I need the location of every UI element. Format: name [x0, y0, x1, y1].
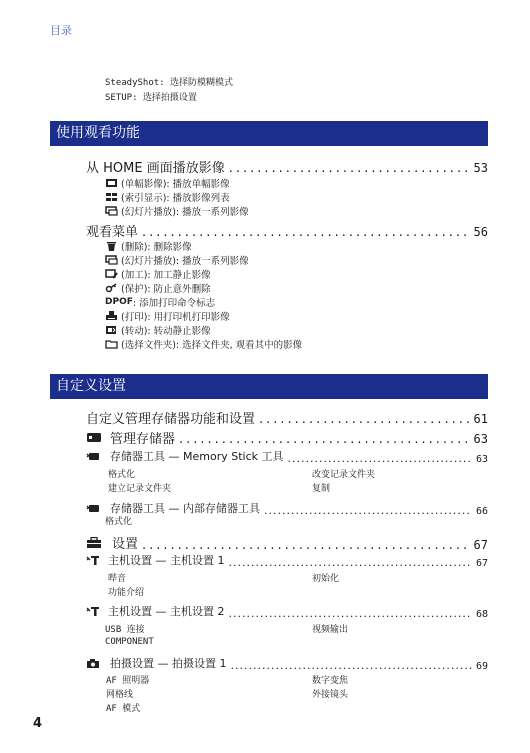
dot-leader	[229, 607, 472, 620]
page-ref: 53	[473, 161, 488, 175]
toc-entry[interactable]	[86, 157, 488, 176]
toc-entry[interactable]	[86, 655, 488, 672]
page-ref: 69	[475, 660, 488, 672]
page-ref: 67	[475, 557, 488, 569]
sub-item: (加工): 加工静止影像	[105, 267, 211, 281]
entry-label: 存储器工具 — Memory Stick 工具	[110, 450, 284, 463]
setting-item: 视频输出	[312, 625, 349, 635]
dot-leader	[259, 412, 470, 427]
dot-leader	[179, 432, 470, 447]
single-image-icon	[105, 178, 118, 188]
dot-leader	[229, 161, 470, 176]
entry-label: 拍摄设置 — 拍摄设置 1	[110, 657, 227, 670]
dot-leader	[142, 225, 470, 240]
entry-label: 观看菜单	[86, 225, 139, 240]
setting-item: 外接镜头	[312, 690, 349, 700]
dpof-icon: DPOF	[105, 297, 133, 307]
setting-item: USB 连接	[105, 625, 145, 635]
sub-item: (幻灯片播放): 播放一系列影像	[105, 204, 249, 218]
page-ref: 67	[473, 537, 488, 552]
memory-tool-icon	[86, 503, 100, 514]
page-ref: 56	[473, 225, 488, 239]
toc-link[interactable]: 目录	[50, 24, 72, 37]
page-ref: 68	[475, 608, 488, 620]
sub-item: (幻灯片播放): 播放一系列影像	[105, 253, 249, 267]
sub-item: (转动): 转动静止影像	[105, 323, 211, 337]
setting-item: 格式化	[105, 517, 133, 527]
sub-item: (单幅影像): 播放单幅影像	[105, 176, 230, 190]
sub-item: (删除): 删除影像	[105, 239, 192, 253]
toc-entry[interactable]	[86, 428, 488, 447]
intro-line: SteadyShot: 选择防模糊模式	[105, 78, 234, 88]
slideshow-icon	[105, 206, 118, 216]
trash-icon	[105, 241, 118, 251]
memory-tool-icon	[86, 451, 100, 462]
camera-icon	[86, 658, 100, 669]
entry-label: 管理存储器	[110, 432, 176, 447]
setting-item: 复制	[312, 484, 331, 494]
rotate-icon	[105, 325, 118, 335]
retouch-icon	[105, 269, 118, 279]
intro-line: SETUP: 选择拍摄设置	[105, 93, 197, 103]
toc-entry[interactable]	[86, 408, 488, 427]
setting-item: COMPONENT	[105, 637, 154, 647]
setting-item: 哔音	[108, 574, 127, 584]
entry-label: 存储器工具 — 内部存储器工具	[110, 502, 260, 515]
sub-item: DPOF : 添加打印命令标志	[105, 297, 216, 309]
page-ref: 63	[473, 432, 488, 446]
folder-icon	[105, 339, 118, 349]
main-settings-icon	[86, 606, 100, 617]
entry-label: 从 HOME 画面播放影像	[86, 161, 225, 176]
index-display-icon	[105, 192, 118, 202]
entry-label: 设置	[112, 537, 139, 552]
key-icon	[105, 283, 118, 293]
settings-toolbox-icon	[86, 537, 102, 549]
entry-label: 自定义管理存储器功能和设置	[86, 412, 256, 427]
section-heading: 使用观看功能	[50, 121, 488, 146]
setting-item: 格式化	[108, 470, 136, 480]
dot-leader	[231, 659, 472, 672]
page-ref: 61	[473, 412, 488, 426]
setting-item: 功能介绍	[108, 588, 145, 598]
sub-item: (打印): 用打印机打印影像	[105, 309, 230, 323]
page-ref: 63	[475, 453, 488, 465]
dot-leader	[142, 538, 470, 553]
dot-leader	[288, 452, 472, 465]
sub-item: (保护): 防止意外删除	[105, 281, 211, 295]
page-ref: 66	[475, 505, 488, 517]
setting-item: 初始化	[312, 574, 340, 584]
dot-leader	[264, 504, 472, 517]
entry-label: 主机设置 — 主机设置 2	[108, 605, 225, 618]
section-heading: 自定义设置	[50, 374, 488, 399]
entry-label: 主机设置 — 主机设置 1	[108, 554, 225, 567]
toc-entry[interactable]	[86, 448, 488, 465]
setting-item: 改变记录文件夹	[312, 470, 376, 480]
toc-entry[interactable]	[86, 221, 488, 240]
sub-item: (索引显示): 播放影像列表	[105, 190, 230, 204]
toc-entry[interactable]	[86, 533, 488, 553]
memory-icon	[86, 432, 102, 443]
dot-leader	[229, 556, 472, 569]
setting-item: 建立记录文件夹	[108, 484, 172, 494]
page-number: 4	[33, 716, 43, 731]
setting-item: 网格线	[106, 690, 134, 700]
toc-entry[interactable]	[86, 552, 488, 569]
slideshow-icon	[105, 255, 118, 265]
toc-entry[interactable]	[86, 603, 488, 620]
setting-item: 数字变焦	[312, 676, 349, 686]
printer-icon	[105, 311, 118, 321]
sub-item: (选择文件夹): 选择文件夹, 观看其中的影像	[105, 337, 302, 351]
setting-item: AF 照明器	[106, 676, 150, 686]
main-settings-icon	[86, 555, 100, 566]
toc-entry[interactable]	[86, 500, 488, 517]
setting-item: AF 模式	[106, 704, 141, 714]
